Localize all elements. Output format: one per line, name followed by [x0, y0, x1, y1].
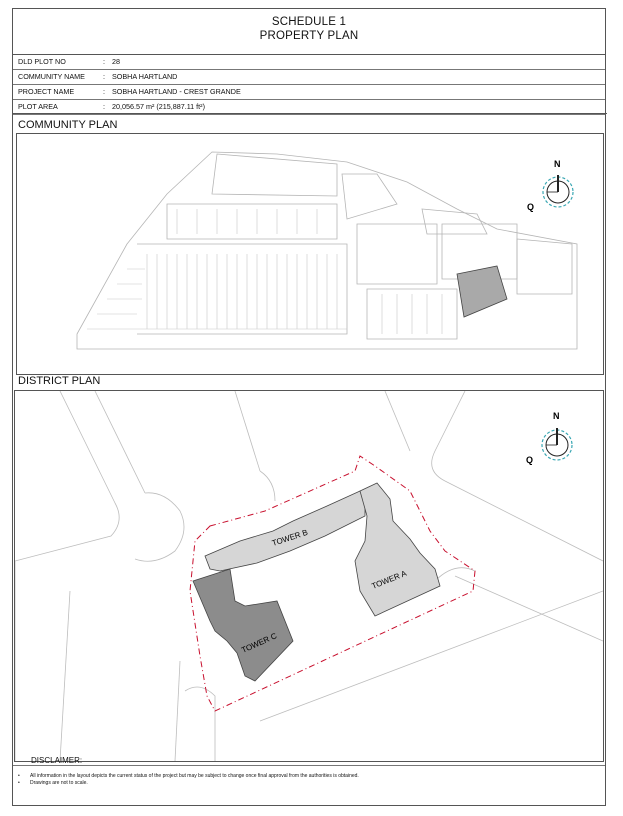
- info-key: COMMUNITY NAME: [18, 72, 85, 81]
- compass-q-label: Q: [527, 202, 535, 212]
- community-map: [17, 134, 603, 374]
- info-sep: :: [103, 87, 105, 96]
- info-value: SOBHA HARTLAND - CREST GRANDE: [112, 87, 241, 96]
- compass-icon: [542, 428, 572, 460]
- tower-c-label: TOWER C: [240, 631, 279, 655]
- info-key: PLOT AREA: [18, 102, 58, 111]
- info-sep: :: [103, 72, 105, 81]
- info-row-community: [13, 70, 605, 85]
- community-map-frame: [16, 133, 604, 375]
- tower-c-block: [193, 569, 293, 681]
- compass-n-label: N: [554, 159, 561, 169]
- plot-info-table: [13, 54, 605, 115]
- tower-a-block: [355, 483, 440, 616]
- info-sep: :: [103, 57, 105, 66]
- community-plan-title: COMMUNITY PLAN: [18, 119, 118, 131]
- disclaimer-notes: [18, 773, 359, 787]
- info-key: DLD PLOT NO: [18, 57, 66, 66]
- disclaimer-divider: [13, 765, 605, 766]
- disclaimer-title: DISCLAIMER:: [31, 756, 83, 765]
- info-value: 28: [112, 57, 120, 66]
- info-key: PROJECT NAME: [18, 87, 75, 96]
- info-sep: :: [103, 102, 105, 111]
- tower-a-label: TOWER A: [370, 568, 408, 591]
- disclaimer-note: • All information in the layout depicts the current status of the project but may be subject to change once final approval from the authorities is obtained.: [18, 773, 359, 780]
- info-row-project: [13, 85, 605, 100]
- info-value: 20,056.57 m² (215,887.11 ft²): [112, 102, 205, 111]
- district-plan-title: DISTRICT PLAN: [18, 375, 101, 387]
- compass-q-label: Q: [526, 455, 534, 465]
- page-title: [13, 15, 605, 43]
- info-value: SOBHA HARTLAND: [112, 72, 178, 81]
- compass-n-label: N: [553, 411, 560, 421]
- title-line-2: PROPERTY PLAN: [259, 30, 359, 42]
- district-map: [15, 391, 603, 761]
- compass-icon: [543, 175, 573, 207]
- title-line-1: SCHEDULE 1: [271, 16, 347, 28]
- tower-b-block: [205, 491, 365, 571]
- tower-b-label: TOWER B: [270, 527, 309, 548]
- disclaimer-note: • Drawings are not to scale.: [18, 780, 359, 787]
- schedule-frame: [12, 8, 606, 806]
- info-row-plot-no: [13, 55, 605, 70]
- highlighted-plot: [457, 266, 507, 317]
- district-map-frame: [14, 390, 604, 762]
